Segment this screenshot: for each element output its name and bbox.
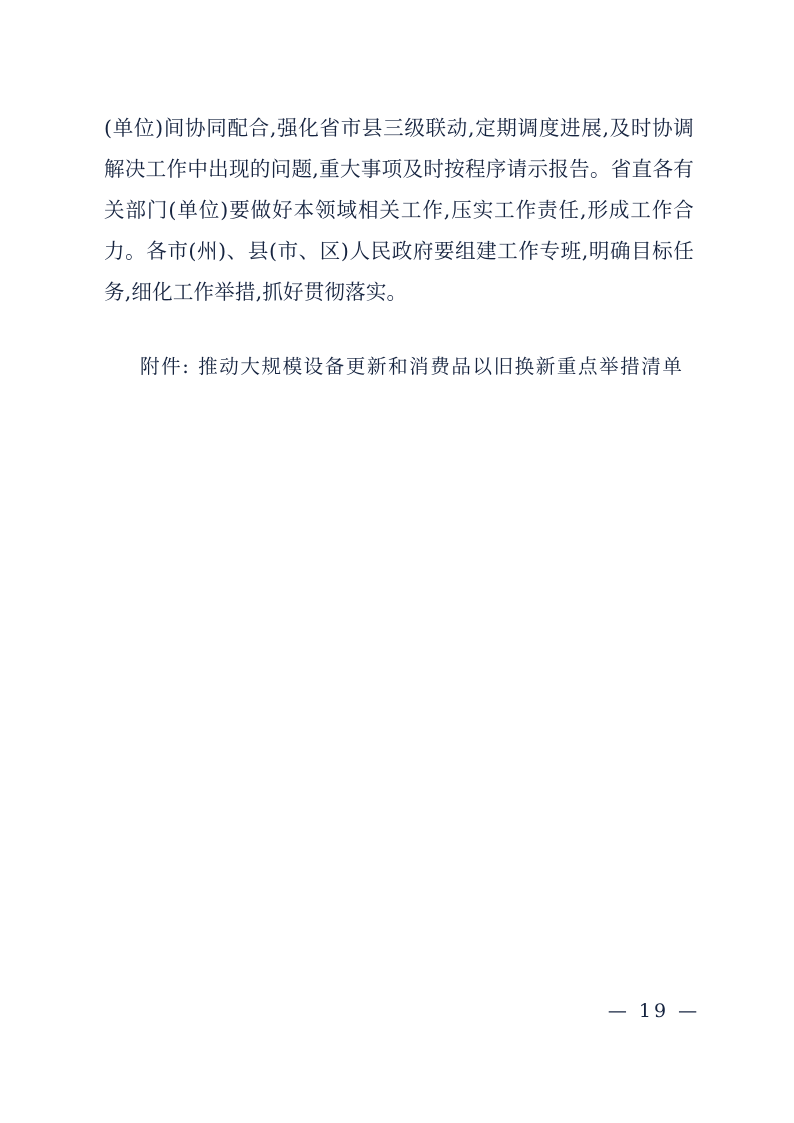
body-paragraph: (单位)间协同配合,强化省市县三级联动,定期调度进展,及时协调解决工作中出现的问题,重大事项及时按程序请示报告。省直各有关部门(单位)要做好本领域相关工作,压实工作责任,形成工作合力。各市(州)、县(市、区)人民政府要组建工作专班,明确目标任务,细化工作举措,抓好贯彻落实。	[104, 116, 694, 304]
document-content	[104, 108, 694, 387]
attachment-line: 附件: 推动大规模设备更新和消费品以旧换新重点举措清单	[140, 355, 684, 378]
page-number: — 19 —	[607, 1000, 701, 1022]
attachment-block	[104, 347, 694, 387]
page-footer	[0, 1000, 794, 1022]
